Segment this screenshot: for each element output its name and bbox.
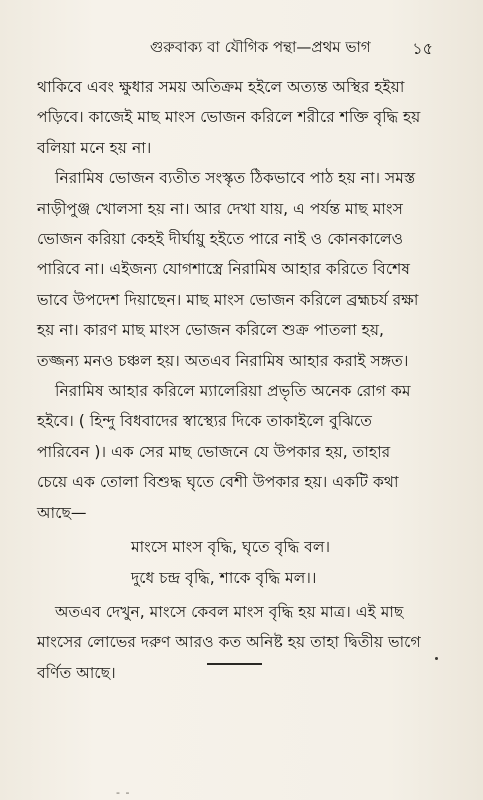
text-line: পারিবে না। এইজন্য যোগশাস্ত্রে নিরামিষ আহার করিতে বিশেষ: [37, 260, 410, 279]
section-divider: [207, 663, 262, 665]
text-line: আছে—: [37, 503, 87, 522]
text-line: বর্ণিত আছে।: [37, 663, 116, 682]
text-line: চেয়ে এক তোলা বিশুদ্ধ ঘৃতে বেশী উপকার হয়। একটি কথা: [37, 473, 399, 492]
verse-line: দুধে চন্দ্র বৃদ্ধি, শাকে বৃদ্ধি মল।।: [131, 568, 317, 587]
text-line: তজ্জন্য মনও চঞ্চল হয়। অতএব নিরামিষ আহার করাই সঙ্গত।: [37, 351, 409, 370]
text-line: হয় না। কারণ মাছ মাংস ভোজন করিলে শুক্র পাতলা হয়,: [37, 321, 384, 340]
text-line: নাড়ীপুঞ্জ খোলসা হয় না। আর দেখা যায়, এ পর্যন্ত মাছ মাংস: [37, 199, 403, 218]
paragraph-3: [37, 376, 447, 528]
text-line: পড়িবে। কাজেই মাছ মাংস ভোজন করিলে শরীরে শক্তি বৃদ্ধি হয়: [37, 108, 421, 127]
text-line: থাকিবে এবং ক্ষুধার সময় অতিক্রম হইলে অত্যন্ত অস্থির হইয়া: [37, 78, 405, 96]
running-title: গুরুবাক্য বা যৌগিক পন্থা—প্রথম ভাগ: [150, 38, 371, 56]
paragraph-4: [37, 597, 447, 688]
text-line: নিরামিষ আহার করিলে ম্যালেরিয়া প্রভৃতি অনেক রোগ কম: [55, 382, 411, 401]
text-line: বলিয়া মনে হয় না।: [37, 138, 152, 157]
text-line: ভাবে উপদেশ দিয়াছেন। মাছ মাংস ভোজন করিলে ব্রহ্মচর্য রক্ষা: [37, 290, 419, 309]
text-line: মাংসের লোভের দরুণ আরও কত অনিষ্ট হয় তাহা দ্বিতীয় ভাগে: [37, 633, 421, 652]
text-line: হইবে। ( হিন্দু বিধবাদের স্বাস্থ্যের দিকে তাকাইলে বুঝিতে: [37, 412, 372, 431]
paragraph-2: [37, 163, 447, 376]
footer-mark: - -: [116, 786, 131, 799]
text-line: অতএব দেখুন, মাংসে কেবল মাংস বৃদ্ধি হয় মাত্র। এই মাছ: [55, 602, 404, 621]
page-number: ১৫: [412, 39, 433, 58]
text-line: পারিবেন )। এক সের মাছ ভোজনে যে উপকার হয়, তাহার: [37, 442, 391, 461]
print-speck: [435, 657, 438, 660]
verse-block: [37, 532, 447, 593]
body-text: [37, 72, 447, 688]
verse-line: মাংসে মাংস বৃদ্ধি, ঘৃতে বৃদ্ধি বল।: [131, 538, 331, 557]
text-line: নিরামিষ ভোজন ব্যতীত সংস্কৃত ঠিকভাবে পাঠ হয় না। সমস্ত: [55, 169, 416, 188]
page-header: [0, 36, 483, 60]
paragraph-1: [37, 72, 447, 163]
text-line: ভোজন করিয়া কেহই দীর্ঘায়ু হইতে পারে নাই ও কোনকালেও: [37, 230, 404, 249]
